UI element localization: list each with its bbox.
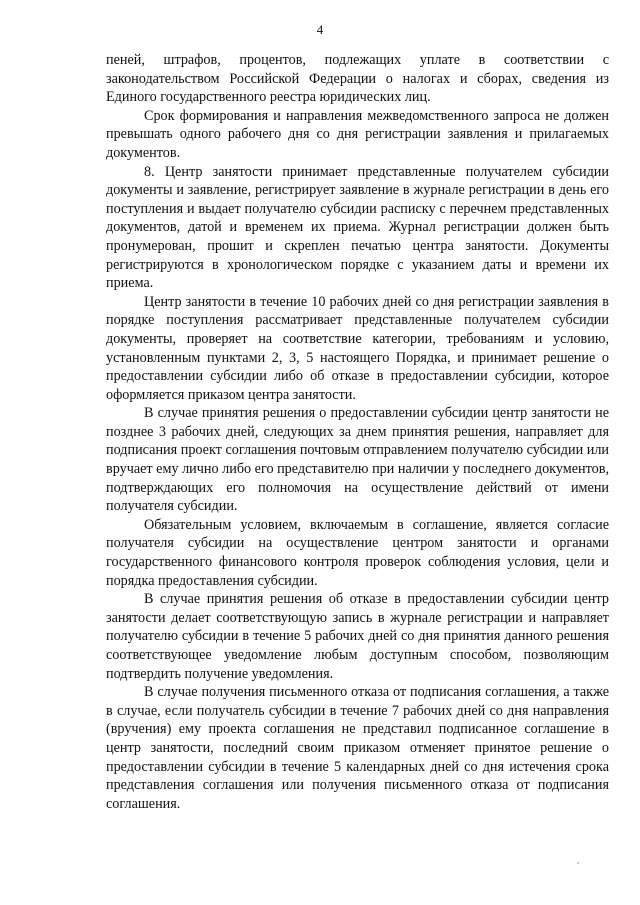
paragraph-agreement-dispatch: В случае принятия решения о предоставлении субсидии центр занятости не позднее 3 рабочих дней, следующих за днем принятия решения, направляет для подписания проект соглашения почтовым отправлением получателю субсидии или вручает ему лично либо его представителю при наличии у последнего документов, подтверждающих его полномочия на осуществление действий от имени получателя субсидии. (106, 405, 609, 515)
document-body (106, 51, 609, 813)
paragraph-item-8: 8. Центр занятости принимает представленные получателем субсидии документы и заявление, регистрирует заявление в журнале регистрации в день его поступления и выдает получателю субсидии расписку с перечнем представленных документов, датой и временем их приема. Журнал регистрации должен быть пронумерован, прошит и скреплен печатью центра занятости. Документы регистрируются в хронологическом порядке с указанием даты и времени их приема. (106, 163, 609, 292)
page-number: 4 (316, 22, 324, 37)
paragraph-request-deadline: Срок формирования и направления межведомственного запроса не должен превышать одного рабочего дня со дня регистрации заявления и прилагаемых документов. (106, 107, 609, 161)
paragraph-decision-cancellation: В случае получения письменного отказа от подписания соглашения, а также в случае, если получатель субсидии в течение 7 рабочих дней со дня направления (вручения) ему проекта соглашения не представил подписанное соглашение в центр занятости, последний своим приказом отменяет принятое решение о предоставлении субсидии в течение 5 календарных дней со дня истечения срока представления соглашения или получения письменного отказа от подписания соглашения. (106, 684, 609, 812)
paragraph-review-period: Центр занятости в течение 10 рабочих дней со дня регистрации заявления в порядке поступления рассматривает представленные получателем субсидии документы, проверяет на соответствие категории, требованиям и условию, установленным пунктами 2, 3, 5 настоящего Порядка, и принимает решение о предоставлении субсидии либо об отказе в предоставлении субсидии, которое оформляется приказом центра занятости. (106, 293, 609, 403)
paragraph-refusal-notice: В случае принятия решения об отказе в предоставлении субсидии центр занятости делает соответствующую запись в журнале регистрации и направляет получателю субсидии в течение 5 рабочих дней со дня принятия данного решения соответствующее уведомление любым доступным способом, позволяющим подтвердить получение уведомления. (106, 591, 609, 682)
paragraph-continuation: пеней, штрафов, процентов, подлежащих уплате в соответствии с законодательством Российской Федерации о налогах и сборах, сведения из Единого государственного реестра юридических лиц. (106, 52, 609, 106)
scan-speck (577, 862, 579, 864)
paragraph-mandatory-condition: Обязательным условием, включаемым в соглашение, является согласие получателя субсидии на осуществление центром занятости и органами государственного финансового контроля проверок соблюдения условия, цели и порядка предоставления субсидии. (106, 516, 609, 589)
